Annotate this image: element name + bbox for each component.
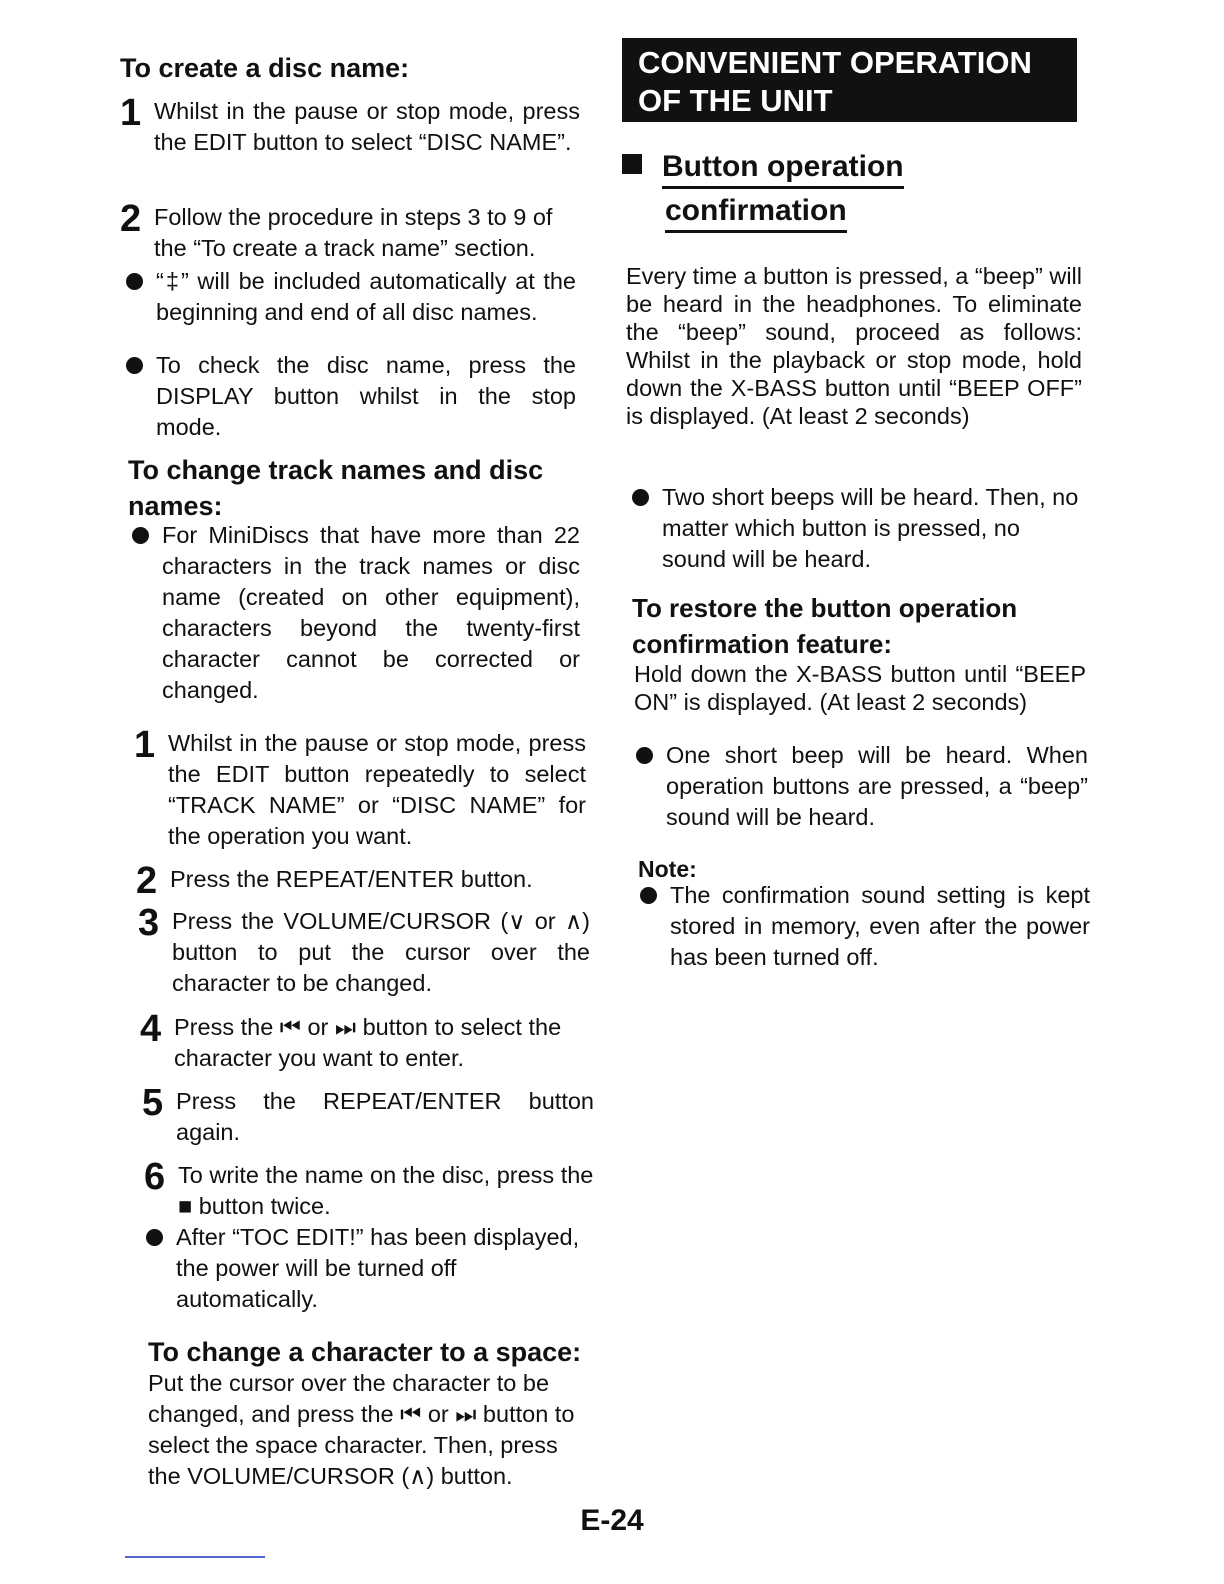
create-bullet-2 xyxy=(124,350,576,443)
note-heading: Note: xyxy=(638,856,697,882)
bullet-text: After “TOC EDIT!” has been displayed, the power will be turned off automatically. xyxy=(176,1224,580,1312)
step-number: 2 xyxy=(120,198,142,240)
step-number: 1 xyxy=(120,92,142,134)
bullet-icon xyxy=(638,880,670,911)
bullet-icon xyxy=(124,266,156,297)
bullet-text: “‡” will be included automatically at the beginning and end of all disc names. xyxy=(156,268,576,325)
change-step-6 xyxy=(144,1156,596,1222)
step-number: 1 xyxy=(134,724,156,766)
bullet-icon xyxy=(144,1222,176,1253)
banner-line-1: CONVENIENT OPERATION xyxy=(638,45,1032,80)
restore-text: Hold down the X-BASS button until “BEEP ON” is displayed. (At least 2 seconds) xyxy=(634,661,1086,715)
square-bullet-icon xyxy=(622,154,642,174)
bullet-icon xyxy=(130,520,162,551)
change-step-4 xyxy=(140,1008,592,1074)
step-text: Whilst in the pause or stop mode, press the EDIT button to select “DISC NAME”. xyxy=(154,98,580,155)
restore-heading: To restore the button operation confirmation feature: xyxy=(632,593,1018,659)
step-number: 6 xyxy=(144,1156,166,1198)
section-title-line-1: Button operation xyxy=(662,150,904,189)
page-number: E-24 xyxy=(580,1504,644,1537)
step-text: Follow the procedure in steps 3 to 9 of the “To create a track name” section. xyxy=(154,204,553,261)
bullet-text: The confirmation sound setting is kept stored in memory, even after the power has been turned off. xyxy=(670,882,1090,970)
section-title xyxy=(622,150,904,189)
step-number: 4 xyxy=(140,1008,162,1050)
bullet-text: To check the disc name, press the DISPLAY button whilst in the stop mode. xyxy=(156,352,576,440)
bullet-text: Two short beeps will be heard. Then, no matter which button is pressed, no sound will be heard. xyxy=(662,484,1079,572)
change-to-space-text: Put the cursor over the character to be changed, and press the ⏮ or ⏭ button to select the space character. Then, press the VOLUME/CURSOR (∧) button. xyxy=(148,1370,575,1489)
step-number: 5 xyxy=(142,1082,164,1124)
section-title-line-2: confirmation xyxy=(665,194,847,233)
change-step-2 xyxy=(136,860,588,902)
beep-off-bullet xyxy=(630,482,1082,575)
change-step-1 xyxy=(134,724,586,852)
create-step-1 xyxy=(120,92,580,158)
create-bullet-1 xyxy=(124,266,576,328)
change-bullet xyxy=(130,520,580,706)
step-text: Press the REPEAT/ENTER button. xyxy=(170,866,533,892)
step-text: Press the VOLUME/CURSOR (∨ or ∧) button to put the cursor over the character to be changed. xyxy=(172,908,590,996)
banner-line-2: OF THE UNIT xyxy=(638,83,833,118)
bullet-text: One short beep will be heard. When operation buttons are pressed, a “beep” sound will be heard. xyxy=(666,742,1088,830)
bullet-icon xyxy=(630,482,662,513)
step-text: Whilst in the pause or stop mode, press the EDIT button repeatedly to select “TRACK NAME” or “DISC NAME” for the operation you want. xyxy=(168,730,586,849)
section-banner xyxy=(622,38,1077,122)
bullet-icon xyxy=(124,350,156,381)
change-step-5 xyxy=(142,1082,594,1148)
restore-bullet xyxy=(634,740,1088,833)
toc-edit-bullet xyxy=(144,1222,596,1315)
change-names-heading: To change track names and disc names: xyxy=(128,455,544,521)
change-step-3 xyxy=(138,902,590,999)
bullet-icon xyxy=(634,740,666,771)
bullet-text: For MiniDiscs that have more than 22 characters in the track names or disc name (created on other equipment), characters beyond the twenty-first character cannot be corrected or changed. xyxy=(162,522,580,703)
step-number: 3 xyxy=(138,902,160,944)
step-number: 2 xyxy=(136,860,158,902)
step-text: To write the name on the disc, press the ■ button twice. xyxy=(178,1162,594,1219)
create-step-2 xyxy=(120,198,580,264)
step-text: Press the REPEAT/ENTER button again. xyxy=(176,1088,594,1145)
change-to-space-heading: To change a character to a space: xyxy=(148,1337,582,1367)
create-disc-name-heading: To create a disc name: xyxy=(120,53,410,83)
footer-rule xyxy=(125,1556,265,1558)
step-text: Press the ⏮ or ⏭ button to select the character you want to enter. xyxy=(174,1014,562,1071)
intro-text: Every time a button is pressed, a “beep” will be heard in the headphones. To eliminate the “beep” sound, proceed as follows: Whilst in the playback or stop mode, hold down the X-BASS button until “BEEP OFF” is displayed. (At least 2 seconds) xyxy=(626,263,1082,429)
note-bullet xyxy=(638,880,1090,973)
